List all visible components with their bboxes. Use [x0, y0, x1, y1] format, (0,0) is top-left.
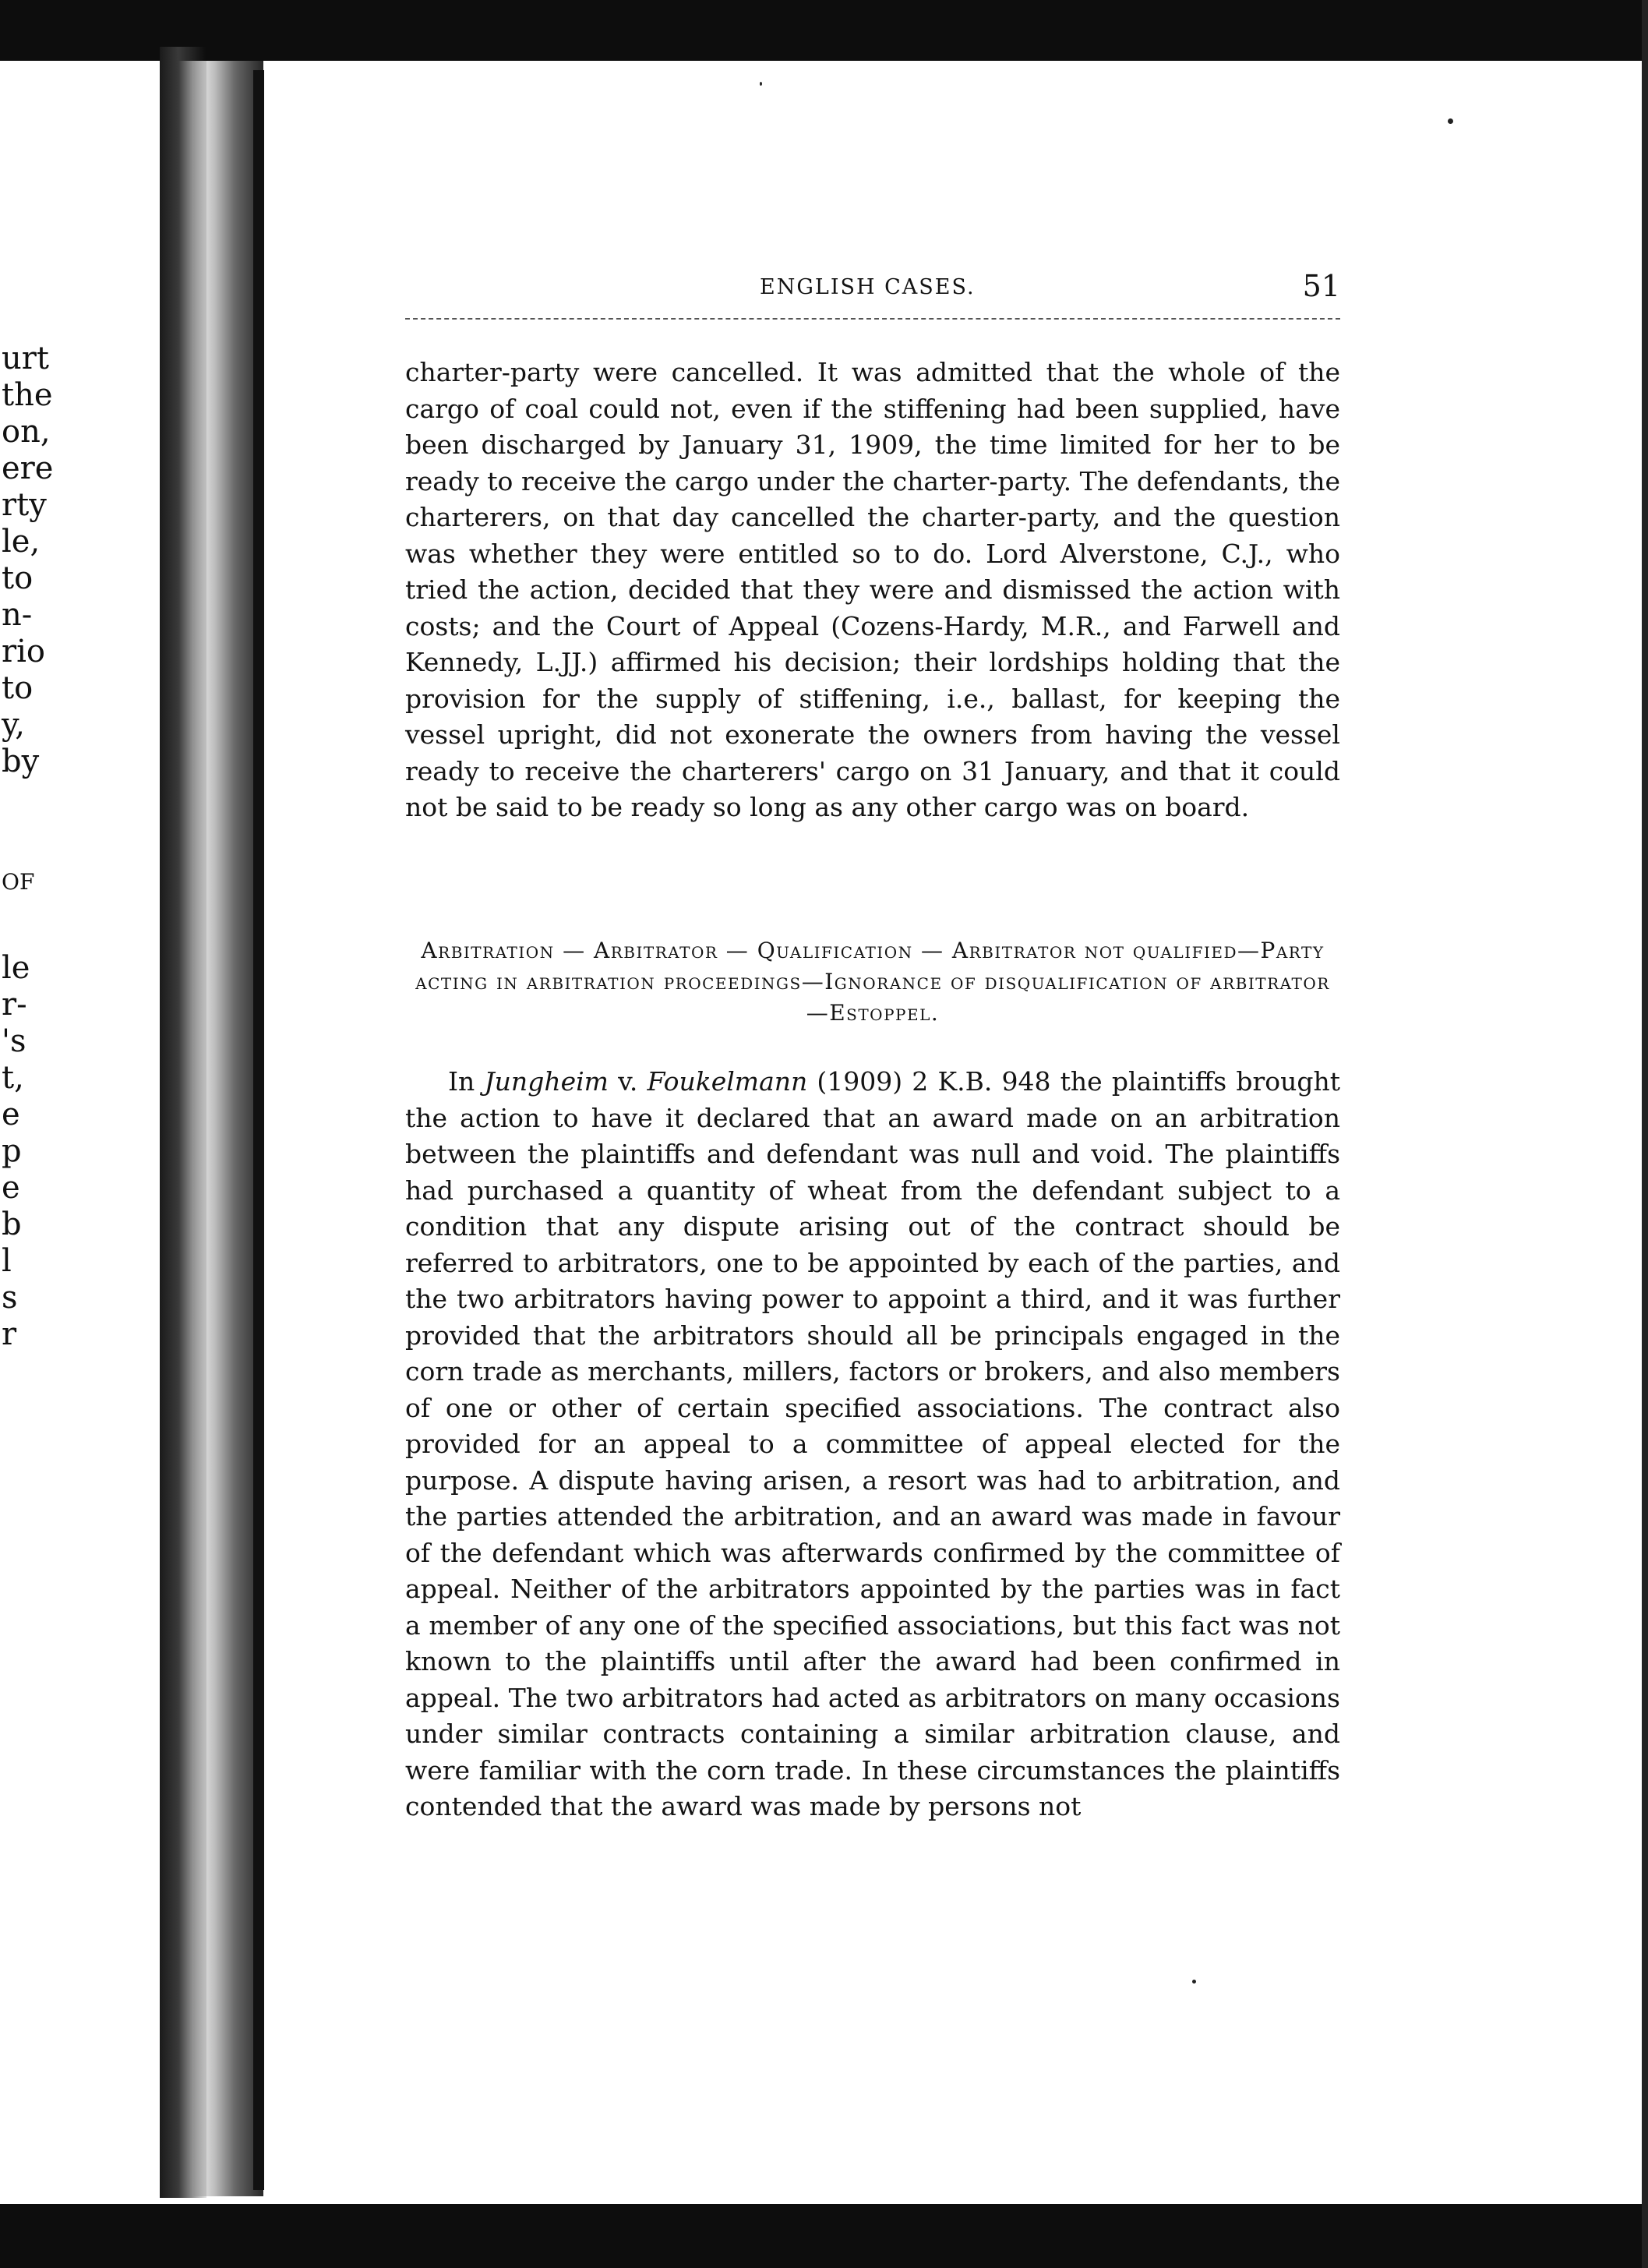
running-head: ENGLISH CASES. — [760, 275, 976, 299]
margin-fragment: rio — [2, 634, 45, 669]
scan-top-border — [0, 0, 1648, 61]
plaintiff-name: Jungheim — [484, 1066, 609, 1097]
section-heading: Arbitration — Arbitrator — Qualification — Arbitrator not qualified—Party acting in arbitration proceedings—Ignorance of disqualification of arbitrator—Estoppel. — [415, 938, 1330, 1026]
scan-speck — [1448, 118, 1453, 124]
page-binding-edge — [253, 70, 264, 2190]
versus: v. — [608, 1066, 648, 1097]
scan-right-border — [1642, 0, 1648, 2268]
defendant-name: Foukelmann — [647, 1066, 808, 1097]
page-number: 51 — [1302, 269, 1340, 303]
paragraph-continued — [405, 355, 1340, 826]
margin-fragment: r — [2, 1316, 17, 1352]
margin-fragment: p — [2, 1133, 22, 1169]
paragraph-text: charter-party were cancelled. It was admitted that the whole of the cargo of coal could not, even if the stiffening had been supplied, have been discharged by January 31, 1909, the time limited for her to be ready to receive the cargo under the charter-party. The defendants, the charterers, on that day cancelled the charter-party, and the question was whether they were entitled so to do. Lord Alverstone, C.J., who tried the action, decided that they were and dismissed the action with costs; and the Court of Appeal (Cozens-Hardy, M.R., and Farwell and Kennedy, L.JJ.) affirmed his decision; their lordships holding that the provision for the supply of stiffening, i.e., ballast, for keeping the vessel upright, did not exonerate the owners from having the vessel ready to receive the charterers' cargo on 31 January, and that it could not be said to be ready so long as any other cargo was on board. — [405, 357, 1340, 822]
margin-fragment: e — [2, 1097, 20, 1132]
margin-fragment: le — [2, 950, 30, 986]
margin-fragment: rty — [2, 487, 47, 523]
margin-fragment: OF — [2, 869, 35, 895]
margin-fragment: to — [2, 670, 34, 706]
previous-page-margin — [0, 0, 160, 2268]
scan-bottom-border — [0, 2204, 1648, 2268]
margin-fragment: by — [2, 744, 40, 779]
case-body: (1909) 2 K.B. 948 the plaintiffs brought the action to have it declared that an award made on an arbitration between the plaintiffs and defendant was null and void. The plaintiffs had purchased a quantity of wheat from the defendant subject to a condition that any dispute arising out of the contract should be referred to arbitrators, one to be appointed by each of the parties, and the two arbitrators having power to appoint a third, and it was further provided that the arbitrators should all be principals engaged in the corn trade as merchants, millers, factors or brokers, and also members of one or other of certain specified associations. The contract also provided for an appeal to a committee of appeal elected for the purpose. A dispute having arisen, a resort was had to arbitration, and the parties attended the arbitration, and an award was made in favour of the defendant which was afterwards confirmed by the committee of appeal. Neither of the arbitrators appointed by the parties was in fact a member of any one of the specified associations, but this fact was not known to the plaintiffs until after the award had been confirmed in appeal. The two arbitrators had acted as arbitrators on many occasions under similar contracts containing a similar arbitration clause, and were familiar with the corn trade. In these circumstances the plaintiffs contended that the award was made by persons not — [405, 1066, 1340, 1821]
margin-fragment: ere — [2, 450, 54, 486]
case-intro: In — [448, 1066, 485, 1097]
margin-fragment: to — [2, 560, 34, 596]
margin-fragment: n- — [2, 597, 33, 633]
margin-fragment: 's — [2, 1023, 26, 1059]
header-rule — [405, 318, 1340, 320]
margin-fragment: y, — [2, 707, 25, 743]
margin-fragment: l — [2, 1243, 12, 1279]
scan-speck — [1192, 1980, 1196, 1984]
margin-fragment: b — [2, 1206, 22, 1242]
margin-fragment: on, — [2, 414, 51, 450]
margin-fragment: s — [2, 1280, 18, 1316]
margin-fragment: e — [2, 1170, 20, 1206]
margin-fragment: urt — [2, 341, 49, 376]
scan-speck — [760, 82, 762, 86]
margin-fragment: r- — [2, 987, 27, 1023]
margin-fragment: the — [2, 377, 53, 413]
margin-fragment: le, — [2, 524, 41, 560]
margin-fragment: t, — [2, 1060, 24, 1096]
case-text — [405, 1064, 1340, 1825]
case-paragraph — [405, 1064, 1340, 1825]
page-header — [405, 269, 1340, 308]
